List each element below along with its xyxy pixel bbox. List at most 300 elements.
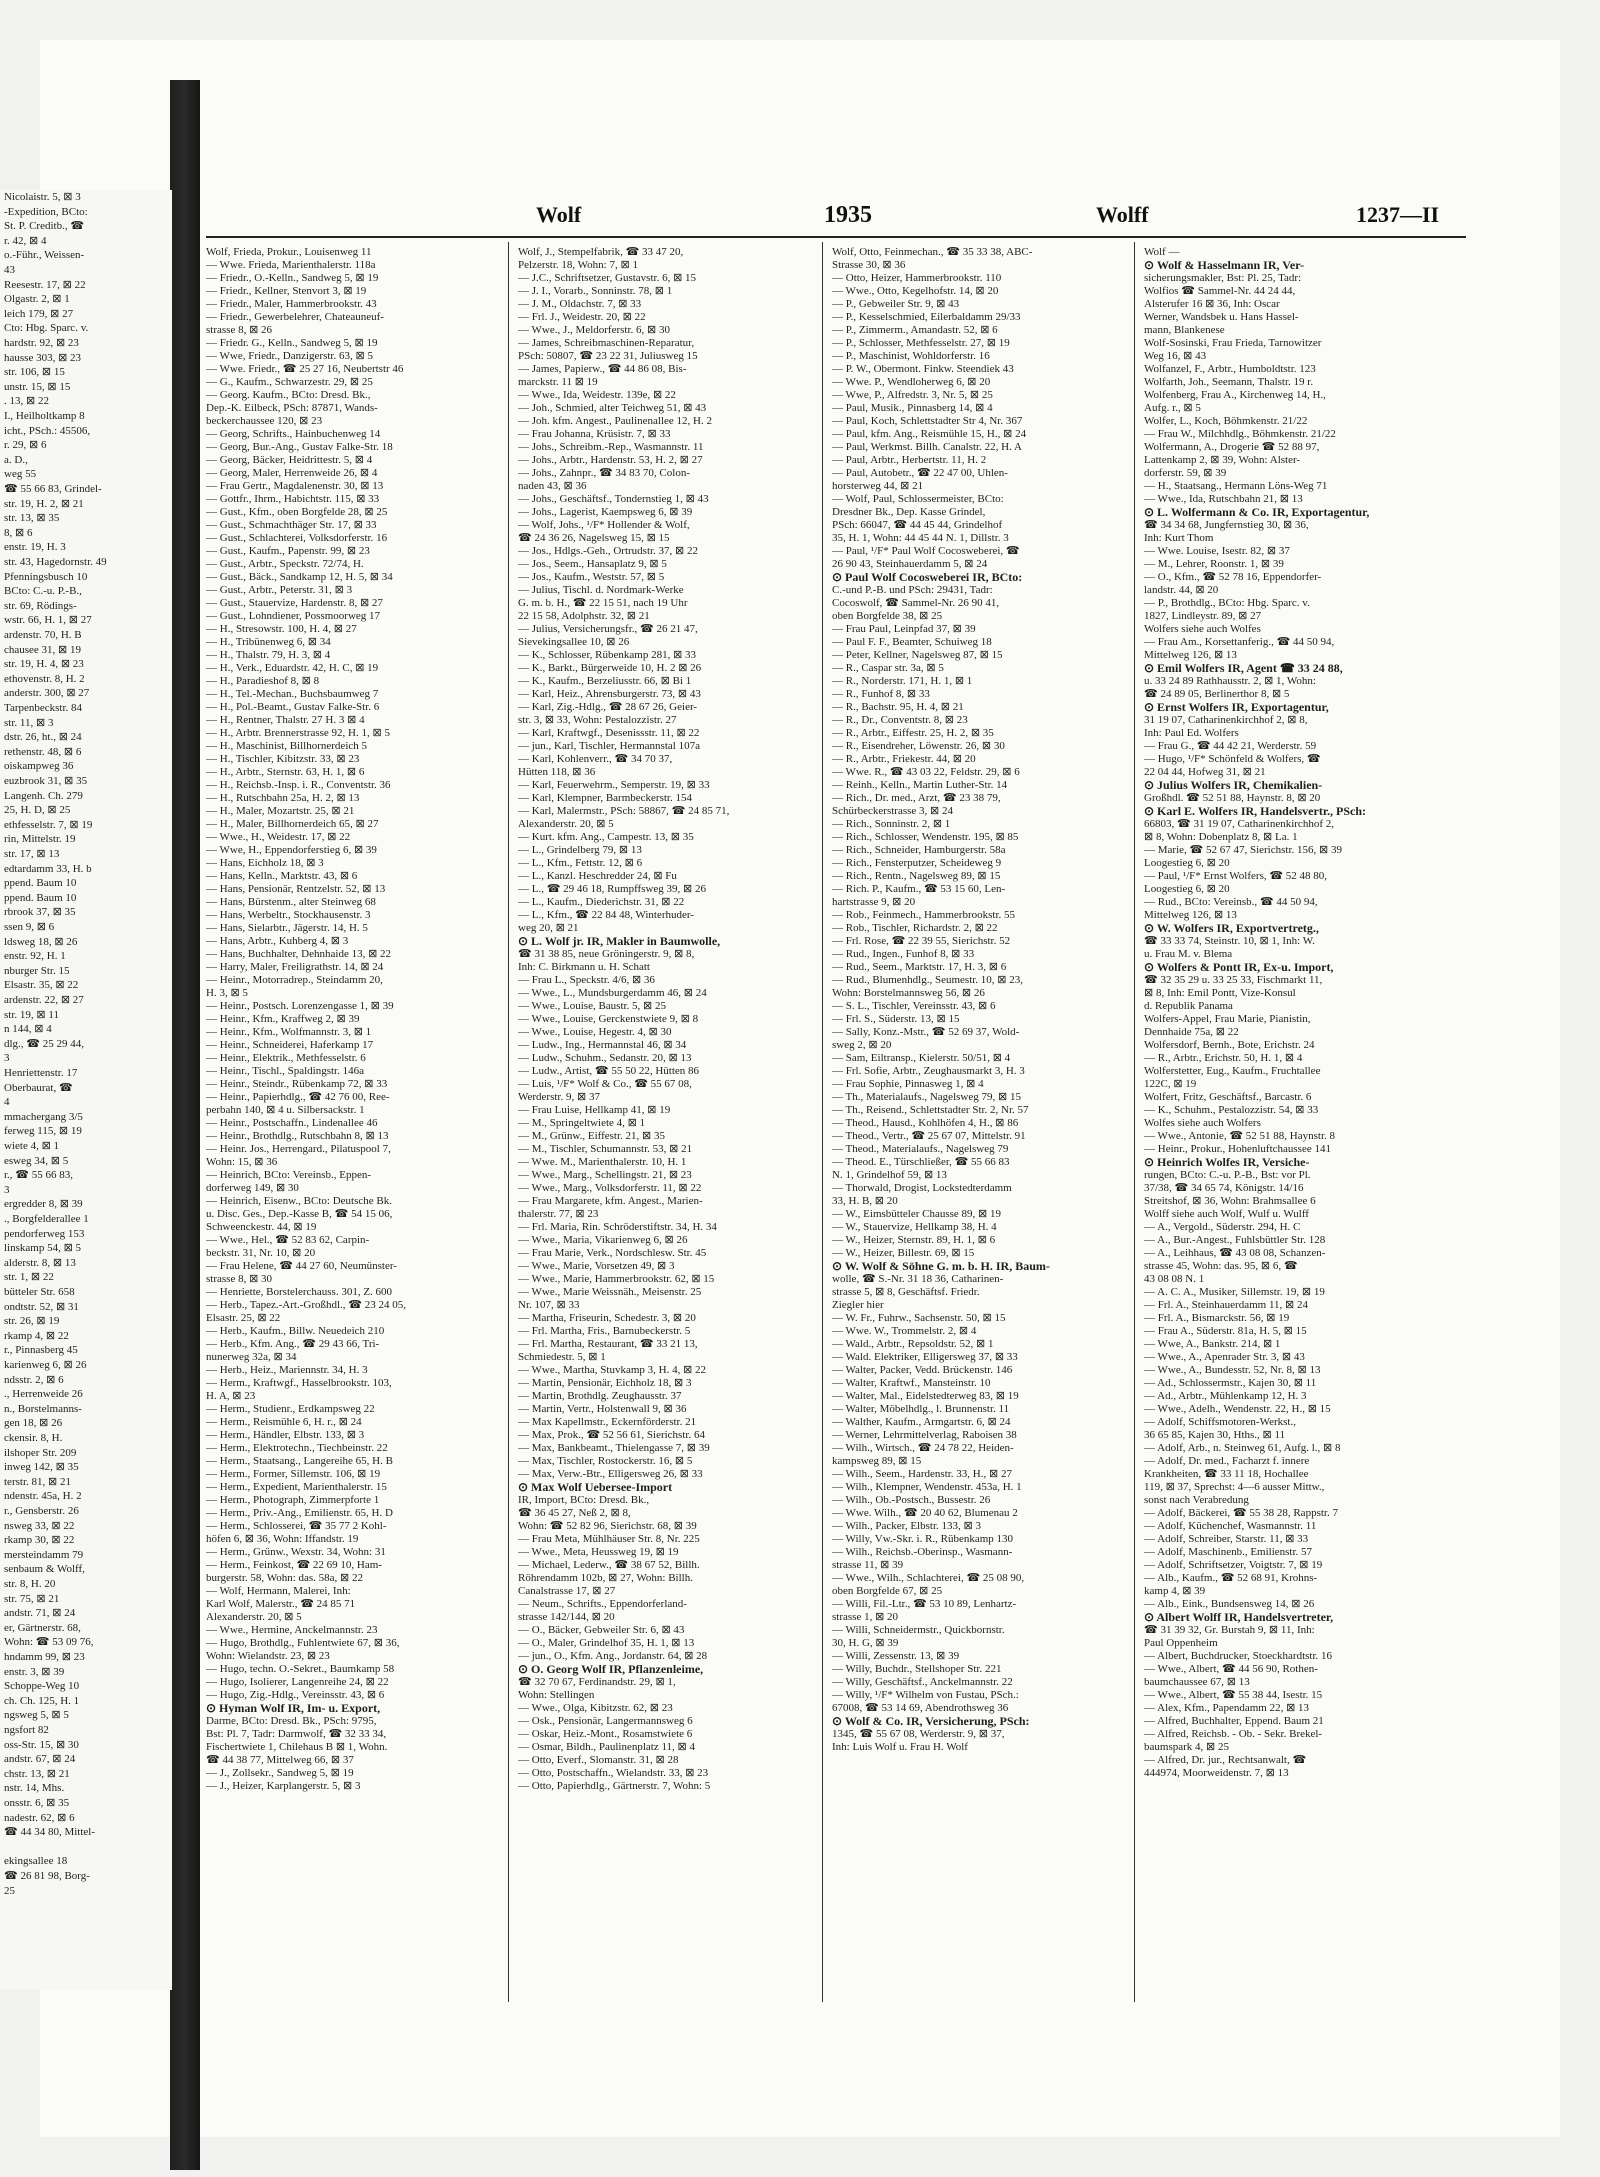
directory-entry: 35, H. 1, Wohn: 44 45 44 N. 1, Dillstr. 3 (832, 532, 1009, 544)
directory-entry: baumchaussee 67, ⊠ 13 (1144, 1676, 1250, 1688)
directory-entry: d. Republik Panama (1144, 1000, 1233, 1012)
left-page-line: chstr. 13, ⊠ 21 (4, 1767, 70, 1780)
directory-entry: — Georg, Schrifts., Hainbuchenweg 14 (206, 428, 381, 440)
left-page-line: icht., PSch.: 45506, (4, 424, 91, 437)
directory-entry: Wolf, J., Stempelfabrik, ☎ 33 47 20, (518, 246, 684, 258)
directory-entry: 1827, Lindleystr. 89, ⊠ 27 (1144, 610, 1262, 622)
left-page-line: senbaum & Wolff, (4, 1563, 85, 1576)
directory-entry: Schweenckestr. 44, ⊠ 19 (206, 1221, 317, 1233)
directory-entry: — Frau Meta, Mühlhäuser Str. 8, Nr. 225 (518, 1533, 700, 1545)
directory-entry: — K., Schuhm., Pestalozzistr. 54, ⊠ 33 (1144, 1104, 1319, 1116)
directory-entry: — Frau Paul, Leinpfad 37, ⊠ 39 (832, 623, 976, 635)
page-header (206, 196, 1466, 238)
directory-entry: — Alfred, Dr. jur., Rechtsanwalt, ☎ (1144, 1754, 1307, 1766)
directory-entry: H. A, ⊠ 23 (206, 1390, 256, 1402)
directory-entry: — Frau G., ☎ 44 42 21, Werderstr. 59 (1144, 740, 1317, 752)
directory-entry: strasse 8, ⊠ 26 (206, 324, 273, 336)
directory-entry: Werderstr. 9, ⊠ 37 (518, 1091, 600, 1103)
directory-entry: — Jos., Hdlgs.-Geh., Ortrudstr. 37, ⊠ 22 (518, 545, 699, 557)
directory-entry: — Wwe., Albert, ☎ 55 38 44, Isestr. 15 (1144, 1689, 1323, 1701)
directory-entry: — Walter, Mal., Eidelstedterweg 83, ⊠ 19 (832, 1390, 1019, 1402)
directory-entry: Dresdner Bk., Dep. Kasse Grindel, (832, 506, 986, 518)
directory-entry: — A., Leihhaus, ☎ 43 08 08, Schanzen- (1144, 1247, 1326, 1259)
left-page-line: St. P. Creditb., ☎ (4, 220, 85, 233)
directory-entry: — Max, Tischler, Rostockerstr. 16, ⊠ 5 (518, 1455, 693, 1467)
directory-entry: — Joh. kfm. Angest., Paulinenallee 12, H. 2 (518, 415, 713, 427)
directory-entry: — M., Grünw., Eiffestr. 21, ⊠ 35 (518, 1130, 666, 1142)
left-page-line: Tarpenbeckstr. 84 (4, 702, 83, 714)
directory-entry: — Otto, Heizer, Hammerbrookstr. 110 (832, 272, 1002, 284)
directory-entry: — Wwe, A., Bankstr. 214, ⊠ 1 (1144, 1338, 1281, 1350)
directory-entry: — Wilh., Klempner, Wendenstr. 453a, H. 1 (832, 1481, 1022, 1493)
directory-entry: — Wolf, Paul, Schlossermeister, BCto: (832, 493, 1004, 505)
directory-entry: Nr. 107, ⊠ 33 (518, 1299, 580, 1311)
left-page-line: edtardamm 33, H. b (4, 862, 92, 875)
directory-entry: — Wwe., Ida, Weidestr. 139e, ⊠ 22 (518, 389, 676, 401)
directory-entry: Großhdl. ☎ 52 51 88, Haynstr. 8, ⊠ 20 (1144, 792, 1321, 804)
left-page-line: ethfesselstr. 7, ⊠ 19 (4, 818, 93, 831)
left-page-line: ppend. Baum 10 (4, 891, 77, 904)
directory-entry: — Wolf, Hermann, Malerei, Inh: (206, 1585, 351, 1597)
left-page-line: ndenstr. 45a, H. 2 (4, 1490, 82, 1503)
left-page-line: ndsstr. 2, ⊠ 6 (4, 1373, 64, 1386)
directory-entry: — Otto, Postschaffn., Wielandstr. 33, ⊠ 23 (518, 1767, 709, 1779)
directory-entry: — Wwe., Marie Weissnäh., Meisenstr. 25 (518, 1286, 702, 1298)
directory-entry: ⊙ Heinrich Wolfes IR, Versiche- (1144, 1156, 1310, 1169)
directory-entry: ☎ 31 38 85, neue Gröningerstr. 9, ⊠ 8, (518, 948, 695, 960)
directory-entry: Wolfios ☎ Sammel-Nr. 44 24 44, (1144, 285, 1296, 297)
directory-entry: — Herm., Elektrotechn., Tiechbeinstr. 22 (206, 1442, 388, 1454)
directory-entry: — Johs., Lagerist, Kaempsweg 6, ⊠ 39 (518, 506, 693, 518)
directory-entry: PSch: 50807, ☎ 23 22 31, Juliusweg 15 (518, 350, 698, 362)
directory-entry: — Alfred, Buchhalter, Eppend. Baum 21 (1144, 1715, 1324, 1727)
directory-entry: Mittelweg 126, ⊠ 13 (1144, 649, 1237, 661)
directory-entry: Alexanderstr. 20, ⊠ 5 (518, 818, 614, 830)
directory-entry: ⊙ Karl E. Wolfers IR, Handelsvertr., PSch: (1144, 805, 1367, 818)
directory-entry: — Alex, Kfm., Papendamm 22, ⊠ 13 (1144, 1702, 1310, 1714)
directory-entry: kamp 4, ⊠ 39 (1144, 1585, 1206, 1597)
directory-entry: — Herb., Tapez.-Art.-Großhdl., ☎ 23 24 05, (206, 1299, 406, 1311)
directory-entry: — Rud., BCto: Vereinsb., ☎ 44 50 94, (1144, 896, 1318, 908)
directory-entry: — A., Bur.-Angest., Fuhlsbüttler Str. 128 (1144, 1234, 1326, 1246)
directory-entry: — Gust., Schmachthäger Str. 17, ⊠ 33 (206, 519, 377, 531)
directory-entry: — Wwe., J., Meldorferstr. 6, ⊠ 30 (518, 324, 670, 336)
left-page-line: o.-Führ., Weissen- (4, 249, 85, 262)
directory-entry: — Herm., Grünw., Wexstr. 34, Wohn: 31 (206, 1546, 386, 1558)
left-page-line: n 144, ⊠ 4 (4, 1023, 52, 1036)
left-page-line: rkamp 30, ⊠ 22 (4, 1534, 75, 1547)
directory-entry: — Johs., Geschäftsf., Tondernstieg 1, ⊠ 43 (518, 493, 709, 505)
directory-entry: — Ludw., Ing., Hermannstal 46, ⊠ 34 (518, 1039, 687, 1051)
left-page-line: ldsweg 18, ⊠ 26 (4, 935, 78, 948)
directory-entry: — Paul, kfm. Ang., Reismühle 15, H., ⊠ 24 (832, 428, 1027, 440)
directory-entry: — Frau Luise, Hellkamp 41, ⊠ 19 (518, 1104, 671, 1116)
directory-entry: — Paul, Arbtr., Herbertstr. 11, H. 2 (832, 454, 987, 466)
directory-entry: Dennhaide 75a, ⊠ 22 (1144, 1026, 1239, 1038)
directory-entry: — Theod. E., Türschließer, ☎ 55 66 83 (832, 1156, 1010, 1168)
directory-entry: — Rich. P., Kaufm., ☎ 53 15 60, Len- (832, 883, 1006, 895)
directory-entry: — Martin, Pensionär, Eichholz 18, ⊠ 3 (518, 1377, 692, 1389)
directory-entry: 22 15 58, Adolphstr. 32, ⊠ 21 (518, 610, 650, 622)
directory-entry: Krankheiten, ☎ 33 11 18, Hochallee (1144, 1468, 1309, 1480)
left-page-fragment (0, 190, 172, 1990)
left-page-line: str. 106, ⊠ 15 (4, 366, 65, 379)
header-page-number: 1237—II (1356, 202, 1440, 227)
left-page-line: chausee 31, ⊠ 19 (4, 643, 82, 656)
left-page-line: Oberbaurat, ☎ (4, 1081, 73, 1094)
directory-entry: u. Frau M. v. Blema (1144, 948, 1233, 960)
directory-entry: ⊙ Max Wolf Uebersee-Import (518, 1481, 673, 1494)
directory-entry: oben Borgfelde 38, ⊠ 25 (832, 610, 943, 622)
directory-entry: — Heinrich, BCto: Vereinsb., Eppen- (206, 1169, 372, 1181)
left-page-line: rkamp 4, ⊠ 22 (4, 1329, 69, 1342)
directory-entry: — Wwe., Antonie, ☎ 52 51 88, Haynstr. 8 (1144, 1130, 1336, 1142)
directory-entry: — Paul, Koch, Schlettstadter Str 4, Nr. 367 (832, 415, 1023, 427)
left-page-line: ckensir. 8, H. (4, 1432, 63, 1444)
directory-entry: 37/38, ☎ 34 65 74, Königstr. 14/16 (1144, 1182, 1304, 1194)
left-page-line: ☎ 55 66 83, Grindel- (4, 483, 102, 495)
left-page-line: terstr. 81, ⊠ 21 (4, 1475, 71, 1488)
directory-entry: — Adolf, Dr. med., Facharzt f. innere (1144, 1455, 1310, 1467)
directory-entry: — Karl, Kohlenverr., ☎ 34 70 37, (518, 753, 673, 765)
directory-entry: ☎ 32 35 29 u. 33 25 33, Fischmarkt 11, (1144, 974, 1323, 986)
directory-entry: — Herm., Expedient, Marienthalerstr. 15 (206, 1481, 387, 1493)
directory-entry: — Frau Marie, Verk., Nordschlesw. Str. 45 (518, 1247, 707, 1259)
directory-entry: — Friedr., Gewerbelehrer, Chateauneuf- (206, 311, 384, 323)
directory-entry: sonst nach Verabredung (1144, 1494, 1249, 1506)
directory-entry: — Hugo, Isolierer, Langenreihe 24, ⊠ 22 (206, 1676, 389, 1688)
directory-entry: — Wwe. Wilh., ☎ 20 40 62, Blumenau 2 (832, 1507, 1018, 1519)
directory-entry: u. 33 24 89 Rathhausstr. 2, ⊠ 1, Wohn: (1144, 675, 1316, 687)
column-2 (518, 246, 808, 2006)
column-divider (508, 242, 509, 2002)
directory-entry: — J., Heizer, Karplangerstr. 5, ⊠ 3 (206, 1780, 361, 1792)
directory-entry: — Wwe., L., Mundsburgerdamm 46, ⊠ 24 (518, 987, 707, 999)
directory-entry: — W. Fr., Fuhrw., Sachsenstr. 50, ⊠ 15 (832, 1312, 1006, 1324)
left-page-line: a. D., (4, 453, 28, 466)
directory-entry: — Adolf, Schiffsmotoren-Werkst., (1144, 1416, 1296, 1428)
directory-entry: — Karl, Feuerwehrm., Semperstr. 19, ⊠ 33 (518, 779, 710, 791)
directory-entry: Pelzerstr. 18, Wohn: 7, ⊠ 1 (518, 259, 638, 271)
directory-entry: naden 43, ⊠ 36 (518, 480, 587, 492)
left-page-line: r., ☎ 55 66 83, (4, 1169, 74, 1182)
directory-entry: — Adolf, Maschinenb., Emilienstr. 57 (1144, 1546, 1313, 1558)
directory-entry: — Martin, Brothdlg. Zeughausstr. 37 (518, 1390, 682, 1402)
directory-entry: — Julius, Tischl. d. Nordmark-Werke (518, 584, 684, 596)
directory-entry: — Herm., Händler, Elbstr. 133, ⊠ 3 (206, 1429, 365, 1441)
directory-entry: ⊙ W. Wolfers IR, Exportvertretg., (1144, 922, 1319, 935)
left-page-line: unstr. 15, ⊠ 15 (4, 380, 71, 393)
directory-entry: — Frl. Sofie, Arbtr., Zeughausmarkt 3, H. 3 (832, 1065, 1025, 1077)
directory-entry: — W., Eimsbütteler Chausse 89, ⊠ 19 (832, 1208, 1002, 1220)
directory-entry: — Wwe, Friedr., Danzigerstr. 63, ⊠ 5 (206, 350, 373, 362)
left-page-line: mersteindamm 79 (4, 1548, 84, 1561)
directory-entry: nunerweg 32a, ⊠ 34 (206, 1351, 297, 1363)
directory-entry: beckerchaussee 120, ⊠ 23 (206, 415, 323, 427)
directory-entry: Wolfert, Fritz, Geschäftsf., Barcastr. 6 (1144, 1091, 1312, 1103)
directory-entry: — Th., Materialaufs., Nagelsweg 79, ⊠ 15 (832, 1091, 1021, 1103)
directory-entry: — J., Zollsekr., Sandweg 5, ⊠ 19 (206, 1767, 354, 1779)
directory-entry: — Paul, ¹/F* Ernst Wolfers, ☎ 52 48 80, (1144, 870, 1328, 882)
directory-entry: ⊙ Wolf & Hasselmann IR, Ver- (1144, 259, 1305, 272)
left-page-line: anderstr. 300, ⊠ 27 (4, 687, 90, 700)
directory-entry: — P., Kesselschmied, Eilerbaldamm 29/33 (832, 311, 1021, 323)
directory-entry: — Theod., Vertr., ☎ 25 67 07, Mittelstr. 91 (832, 1130, 1026, 1142)
directory-entry: ⊠ 8, Wohn: Dobenplatz 8, ⊠ La. 1 (1144, 831, 1298, 843)
left-page-line: ☎ 26 81 98, Borg- (4, 1870, 90, 1882)
directory-entry: — Frl. J., Weidestr. 20, ⊠ 22 (518, 311, 646, 323)
directory-entry: — Wwe. R., ☎ 43 03 22, Feldstr. 29, ⊠ 6 (832, 766, 1020, 778)
left-page-line: Nicolaistr. 5, ⊠ 3 (4, 191, 81, 203)
directory-entry: Elsastr. 25, ⊠ 22 (206, 1312, 281, 1324)
directory-entry: — G., Kaufm., Schwarzestr. 29, ⊠ 25 (206, 376, 373, 388)
left-page-line: euzbrook 31, ⊠ 35 (4, 775, 88, 787)
column-4 (1144, 246, 1444, 2006)
directory-entry: Wohn: Wielandstr. 23, ⊠ 23 (206, 1650, 330, 1662)
directory-entry: — Max Kapellmstr., Eckernförderstr. 21 (518, 1416, 697, 1428)
directory-entry: — Oskar, Heiz.-Mont., Rosamstwiete 6 (518, 1728, 693, 1740)
directory-entry: Wolfersdorf, Bernh., Bote, Erichstr. 24 (1144, 1039, 1315, 1051)
directory-entry: — Rich., Rentn., Nagelsweg 89, ⊠ 15 (832, 870, 1001, 882)
directory-entry: — Wwe., Hermine, Anckelmannstr. 23 (206, 1624, 378, 1636)
left-page-line: gen 18, ⊠ 26 (4, 1417, 63, 1430)
directory-entry: — Friedr. G., Kelln., Sandweg 5, ⊠ 19 (206, 337, 378, 349)
left-page-line: Schoppe-Weg 10 (4, 1680, 80, 1693)
left-page-line: str. 19, H. 2, ⊠ 21 (4, 497, 84, 510)
directory-entry: Mittelweg 126, ⊠ 13 (1144, 909, 1237, 921)
left-page-line: nadestr. 62, ⊠ 6 (4, 1811, 75, 1824)
directory-entry: — Wwe, P., Alfredstr. 3, Nr. 5, ⊠ 25 (832, 389, 993, 401)
directory-entry: dorferstr. 59, ⊠ 39 (1144, 467, 1227, 479)
directory-entry: — H., Pol.-Beamt., Gustav Falke-Str. 6 (206, 701, 380, 713)
directory-entry: — Rob., Tischler, Richardstr. 2, ⊠ 22 (832, 922, 998, 934)
directory-entry: Wolf, Frieda, Prokur., Louisenweg 11 (206, 246, 372, 258)
directory-entry: — H., Arbtr. Brennerstrasse 92, H. 1, ⊠ 5 (206, 727, 390, 739)
directory-entry: — A. C. A., Musiker, Sillemstr. 19, ⊠ 19 (1144, 1286, 1325, 1298)
directory-entry: — Wwe. Frieda, Marienthalerstr. 118a (206, 259, 376, 271)
directory-entry: ⊙ Ernst Wolfers IR, Exportagentur, (1144, 701, 1329, 714)
directory-entry: — Heinr., Elektrik., Methfesselstr. 6 (206, 1052, 366, 1064)
directory-entry: — Rob., Feinmech., Hammerbrookstr. 55 (832, 909, 1016, 921)
directory-entry: — Rud., Seem., Marktstr. 17, H. 3, ⊠ 6 (832, 961, 1007, 973)
left-page-line: hndamm 99, ⊠ 23 (4, 1651, 85, 1663)
directory-entry: — Heinrich, Eisenw., BCto: Deutsche Bk. (206, 1195, 392, 1207)
directory-entry: — R., Bachstr. 95, H. 4, ⊠ 21 (832, 701, 964, 713)
directory-entry: — P., Maschinist, Wohldorferstr. 16 (832, 350, 990, 362)
directory-page (206, 196, 1466, 2006)
directory-entry: — Heinr., Steindr., Rübenkamp 72, ⊠ 33 (206, 1078, 388, 1090)
directory-entry: — Gust., Kaufm., Papenstr. 99, ⊠ 23 (206, 545, 370, 557)
directory-entry: 36 65 85, Kajen 30, Hths., ⊠ 11 (1144, 1429, 1286, 1441)
left-page-line: Langenh. Ch. 279 (4, 789, 83, 802)
directory-entry: — J. I., Vorarb., Sonninstr. 78, ⊠ 1 (518, 285, 673, 297)
directory-entry: — Werner, Lehrmittelverlag, Raboisen 38 (832, 1429, 1017, 1441)
left-page-line: 25 (4, 1884, 15, 1897)
directory-entry: — Paul, Autobetr., ☎ 22 47 00, Uhlen- (832, 467, 1008, 479)
directory-entry: — K., Kaufm., Berzeliusstr. 66, ⊠ Bi 1 (518, 675, 692, 687)
directory-entry: — Wwe., Louise, Hegestr. 4, ⊠ 30 (518, 1026, 672, 1038)
directory-entry: — Adolf, Bäckerei, ☎ 55 38 28, Rappstr. 7 (1144, 1507, 1338, 1519)
directory-entry: — Wwe., Albert, ☎ 44 56 90, Rothen- (1144, 1663, 1318, 1675)
directory-entry: — Wwe., Otto, Kegelhofstr. 14, ⊠ 20 (832, 285, 999, 297)
left-page-line: . 13, ⊠ 22 (4, 395, 49, 408)
directory-entry: — Herm., Studienr., Erdkampsweg 22 (206, 1403, 375, 1415)
directory-entry: — Johs., Zahnpr., ☎ 34 83 70, Colon- (518, 467, 690, 479)
directory-entry: 119, ⊠ 37, Sprechst: 4—6 ausser Mittw., (1144, 1481, 1325, 1493)
directory-entry: Inh: C. Birkmann u. H. Schatt (518, 961, 650, 973)
left-page-line: dstr. 26, ht., ⊠ 24 (4, 731, 82, 744)
directory-entry: — L., Grindelberg 79, ⊠ 13 (518, 844, 642, 856)
left-page-line: rin, Mittelstr. 19 (4, 833, 76, 846)
left-page-line: rethenstr. 48, ⊠ 6 (4, 745, 82, 758)
directory-entry: — James, Papierw., ☎ 44 86 08, Bis- (518, 363, 687, 375)
left-page-line: esweg 34, ⊠ 5 (4, 1154, 69, 1167)
directory-entry: Dep.-K. Eilbeck, PSch: 87871, Wands- (206, 402, 378, 414)
directory-entry: marckstr. 11 ⊠ 19 (518, 376, 598, 388)
directory-entry: — Hans, Werbeltr., Stockhausenstr. 3 (206, 909, 371, 921)
directory-entry: — Hans, Eichholz 18, ⊠ 3 (206, 857, 324, 869)
directory-entry: — Alb., Kaufm., ☎ 52 68 91, Krohns- (1144, 1572, 1318, 1584)
directory-entry: — Karl, Zig.-Hdlg., ☎ 28 67 26, Geier- (518, 701, 698, 713)
directory-entry: — Heinr., Motorradrep., Steindamm 20, (206, 974, 383, 986)
left-page-line: ardenstr. 22, ⊠ 27 (4, 994, 84, 1006)
left-page-line: wiete 4, ⊠ 1 (4, 1140, 60, 1152)
directory-entry: — Karl, Malermstr., PSch: 58867, ☎ 24 85 71, (518, 805, 730, 817)
directory-entry: IR, Import, BCto: Dresd. Bk., (518, 1494, 650, 1506)
directory-entry: Paul Oppenheim (1144, 1637, 1218, 1649)
directory-entry: — Martha, Friseurin, Schedestr. 3, ⊠ 20 (518, 1312, 696, 1324)
directory-entry: — Heinr., Kfm., Wolfmannstr. 3, ⊠ 1 (206, 1026, 372, 1038)
left-page-line: BCto: C.-u. P.-B., (4, 585, 82, 598)
directory-entry: G. m. b. H., ☎ 22 15 51, nach 19 Uhr (518, 597, 688, 609)
directory-entry: — Adolf, Schriftsetzer, Voigtstr. 7, ⊠ 19 (1144, 1559, 1323, 1571)
directory-entry: — Max, Verw.-Btr., Elligersweg 26, ⊠ 33 (518, 1468, 703, 1480)
left-page-line: r., Pinnasberg 45 (4, 1344, 78, 1357)
directory-entry: Cocoswolf, ☎ Sammel-Nr. 26 90 41, (832, 597, 1000, 609)
directory-entry: — Marie, ☎ 52 67 47, Sierichstr. 156, ⊠ 39 (1144, 844, 1342, 856)
directory-entry: Streitshof, ⊠ 36, Wohn: Brahmsallee 6 (1144, 1195, 1316, 1207)
directory-entry: — W., Heizer, Sternstr. 89, H. 1, ⊠ 6 (832, 1234, 996, 1246)
directory-entry: — Henriette, Borstelerchauss. 301, Z. 600 (206, 1286, 393, 1298)
left-page-line: ppend. Baum 10 (4, 877, 77, 890)
directory-entry: — Hans, Bürstenm., alter Steinweg 68 (206, 896, 376, 908)
left-page-line: str. 17, ⊠ 13 (4, 848, 60, 860)
left-page-line: hardstr. 92, ⊠ 23 (4, 337, 79, 349)
directory-entry: Wolf, Otto, Feinmechan., ☎ 35 33 38, ABC- (832, 246, 1033, 258)
left-page-line: ardenstr. 70, H. B (4, 629, 82, 641)
directory-entry: Wolferstetter, Eug., Kaufm., Fruchtallee (1144, 1065, 1321, 1077)
left-page-line: str. 19, H. 4, ⊠ 23 (4, 658, 84, 671)
directory-entry: — Herb., Kfm. Ang., ☎ 29 43 66, Tri- (206, 1338, 380, 1350)
directory-entry: — Karl, Klempner, Barmbeckerstr. 154 (518, 792, 692, 804)
directory-entry: — Max, Bankbeamt., Thielengasse 7, ⊠ 39 (518, 1442, 710, 1454)
directory-entry: — Wilh., Seem., Hardenstr. 33, H., ⊠ 27 (832, 1468, 1012, 1480)
directory-entry: ☎ 24 36 26, Nagelsweg 15, ⊠ 15 (518, 532, 670, 544)
directory-entry: — H., Verk., Eduardstr. 42, H. C, ⊠ 19 (206, 662, 379, 674)
directory-entry: Loogestieg 6, ⊠ 20 (1144, 857, 1230, 869)
directory-entry: — Max, Prok., ☎ 52 56 61, Sierichstr. 64 (518, 1429, 705, 1441)
left-page-line: enstr. 3, ⊠ 39 (4, 1665, 65, 1678)
directory-entry: — Gust., Schlachterei, Volksdorferstr. 16 (206, 532, 388, 544)
directory-entry: — L., Kaufm., Diederichstr. 31, ⊠ 22 (518, 896, 685, 908)
directory-entry: — K., Schlosser, Rübenkamp 281, ⊠ 33 (518, 649, 697, 661)
directory-entry: — Walter, Packer, Vedd. Brückenstr. 146 (832, 1364, 1013, 1376)
directory-entry: 67008, ☎ 53 14 69, Abendrothsweg 36 (832, 1702, 1009, 1714)
left-page-line: -Expedition, BCto: (4, 205, 88, 218)
directory-entry: ⊙ Wolf & Co. IR, Versicherung, PSch: (832, 1715, 1030, 1728)
left-page-line: str. 11, ⊠ 3 (4, 716, 54, 729)
directory-entry: — Wwe. Louise, Isestr. 82, ⊠ 37 (1144, 545, 1290, 557)
directory-entry: — S. L., Tischler, Vereinsstr. 43, ⊠ 6 (832, 1000, 996, 1012)
directory-entry: — Gust., Lohndiener, Possmoorweg 17 (206, 610, 381, 622)
directory-entry: — K., Barkt., Bürgerweide 10, H. 2 ⊠ 26 (518, 662, 702, 674)
directory-entry: — Gust., Arbtr., Speckstr. 72/74, H. (206, 558, 364, 570)
directory-entry: — James, Schreibmaschinen-Reparatur, (518, 337, 695, 349)
directory-entry: Lattenkamp 2, ⊠ 39, Wohn: Alster- (1144, 454, 1301, 466)
left-page-line: bütteler Str. 658 (4, 1286, 75, 1298)
left-page-line: r. 29, ⊠ 6 (4, 439, 47, 452)
directory-entry: — Wwe. M., Marienthalerstr. 10, H. 1 (518, 1156, 687, 1168)
directory-entry: — Wwe. Friedr., ☎ 25 27 16, Neubertstr 46 (206, 363, 404, 375)
directory-entry: — Herb., Heiz., Mariennstr. 34, H. 3 (206, 1364, 368, 1376)
directory-entry: — Wwe., H., Weidestr. 17, ⊠ 22 (206, 831, 351, 843)
directory-entry: — Willi, Zessenstr. 13, ⊠ 39 (832, 1650, 960, 1662)
directory-entry: — Frau Am., Korsettanferig., ☎ 44 50 94, (1144, 636, 1335, 648)
directory-entry: Hütten 118, ⊠ 36 (518, 766, 596, 778)
directory-entry: — H., Maschinist, Billhornerdeich 5 (206, 740, 368, 752)
directory-entry: ☎ 31 39 32, Gr. Burstah 9, ⊠ 11, Inh: (1144, 1624, 1315, 1636)
directory-entry: — Frau W., Milchhdlg., Böhmkenstr. 21/22 (1144, 428, 1336, 440)
directory-entry: ☎ 44 38 77, Mittelweg 66, ⊠ 37 (206, 1754, 354, 1766)
directory-entry: — Sally, Konz.-Mstr., ☎ 52 69 37, Wold- (832, 1026, 1020, 1038)
left-page-line: enstr. 92, H. 1 (4, 950, 66, 963)
directory-entry: kampsweg 89, ⊠ 15 (832, 1455, 922, 1467)
directory-entry: Wolff siehe auch Wolf, Wulf u. Wulff (1144, 1208, 1309, 1220)
directory-entry: — Wwe., Marg., Volksdorferstr. 11, ⊠ 22 (518, 1182, 702, 1194)
directory-entry: — jun., Karl, Tischler, Hermannstal 107a (518, 740, 700, 752)
directory-entry: — Frl. Rose, ☎ 22 39 55, Sierichstr. 52 (832, 935, 1011, 947)
directory-entry: — Georg, Bäcker, Heidrittestr. 5, ⊠ 4 (206, 454, 373, 466)
directory-entry: — Wald. Elektriker, Elligersweg 37, ⊠ 33 (832, 1351, 1018, 1363)
directory-entry: — M., Springeltwiete 4, ⊠ 1 (518, 1117, 646, 1129)
directory-entry: — Gust., Kfm., oben Borgfelde 28, ⊠ 25 (206, 506, 388, 518)
left-page-line: ch. Ch. 125, H. 1 (4, 1694, 80, 1707)
directory-entry: — Frl. A., Steinhauerdamm 11, ⊠ 24 (1144, 1299, 1309, 1311)
directory-entry: — Hans, Pensionär, Rentzelstr. 52, ⊠ 13 (206, 883, 386, 895)
directory-entry: — Wwe., Ida, Rutschbahn 21, ⊠ 13 (1144, 493, 1303, 505)
directory-entry: — Wwe., Marie, Vorsetzen 49, ⊠ 3 (518, 1260, 675, 1272)
directory-entry: — Sam, Eiltransp., Kielerstr. 50/51, ⊠ 4 (832, 1052, 1011, 1064)
directory-entry: — P., Brothdlg., BCto: Hbg. Sparc. v. (1144, 597, 1310, 609)
directory-entry: — Frl. Maria, Rin. Schröderstiftstr. 34, H. 34 (518, 1221, 717, 1233)
column-divider (1134, 242, 1135, 2002)
directory-entry: — Rich., Schneider, Hamburgerstr. 58a (832, 844, 1006, 856)
directory-entry: — Ad., Schlossermstr., Kajen 30, ⊠ 11 (1144, 1377, 1317, 1389)
directory-entry: — Johs., Arbtr., Hardenstr. 53, H. 2, ⊠ 27 (518, 454, 703, 466)
directory-entry: — Jos., Seem., Hansaplatz 9, ⊠ 5 (518, 558, 667, 570)
left-page-line: mmachergang 3/5 (4, 1110, 83, 1123)
directory-entry: — Paul, Musik., Pinnasberg 14, ⊠ 4 (832, 402, 993, 414)
directory-entry: Werner, Wandsbek u. Hans Hassel- (1144, 311, 1299, 323)
left-page-line: ergredder 8, ⊠ 39 (4, 1198, 83, 1211)
directory-entry: — Willy, Buchdr., Stellshoper Str. 221 (832, 1663, 1002, 1675)
directory-entry: — Frau Johanna, Krüsistr. 7, ⊠ 33 (518, 428, 671, 440)
left-page-line: ngsweg 5, ⊠ 5 (4, 1709, 69, 1722)
directory-entry: ☎ 36 45 27, Neß 2, ⊠ 8, (518, 1507, 631, 1519)
directory-entry: — Wwe., Olga, Kibitzstr. 62, ⊠ 23 (518, 1702, 673, 1714)
directory-entry: ⊙ L. Wolf jr. IR, Makler in Baumwolle, (518, 935, 721, 948)
directory-entry: sweg 2, ⊠ 20 (832, 1039, 892, 1051)
